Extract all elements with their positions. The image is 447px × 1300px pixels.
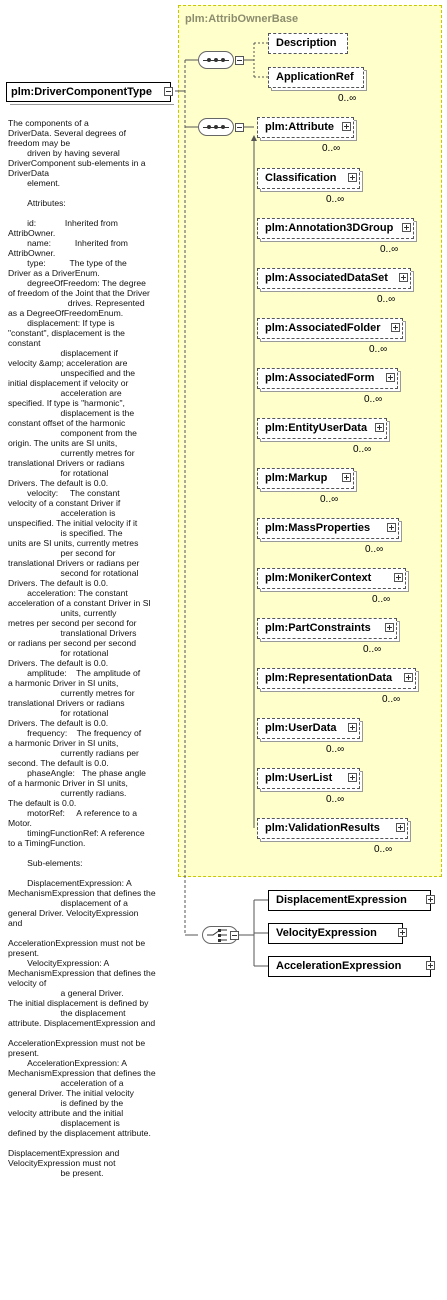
- element-label: plm:MassProperties: [265, 522, 371, 534]
- expand-icon[interactable]: [387, 523, 396, 532]
- cardinality: 0..∞: [353, 444, 372, 455]
- application-ref-element[interactable]: [268, 67, 364, 88]
- element-label: Classification: [265, 172, 337, 184]
- expand-icon[interactable]: [398, 928, 407, 937]
- driver-component-type-element[interactable]: plm:DriverComponentType: [6, 82, 171, 102]
- element-label: DisplacementExpression: [276, 894, 407, 906]
- description-element[interactable]: [268, 33, 348, 54]
- cardinality: 0..∞: [326, 794, 345, 805]
- expand-icon[interactable]: [342, 122, 351, 131]
- choice-element[interactable]: [268, 956, 431, 977]
- element-label: plm:AssociatedForm: [265, 372, 375, 384]
- element-label: plm:Attribute: [265, 121, 335, 133]
- expand-icon[interactable]: [394, 573, 403, 582]
- choice-element[interactable]: [268, 923, 403, 944]
- element-label: plm:Annotation3DGroup: [265, 222, 394, 234]
- collapse-icon[interactable]: [164, 87, 173, 96]
- element-label: plm:AssociatedFolder: [265, 322, 381, 334]
- cardinality: 0..∞: [326, 744, 345, 755]
- cardinality: 0..∞: [338, 93, 357, 104]
- expand-icon[interactable]: [399, 273, 408, 282]
- sub-element[interactable]: [257, 818, 408, 839]
- expand-icon[interactable]: [426, 961, 435, 970]
- cardinality: 0..∞: [369, 344, 388, 355]
- element-label: plm:ValidationResults: [265, 822, 380, 834]
- cardinality: 0..∞: [365, 544, 384, 555]
- sub-element[interactable]: [257, 318, 403, 339]
- element-label: VelocityExpression: [276, 927, 377, 939]
- choice-element[interactable]: [268, 890, 431, 911]
- cardinality: 0..∞: [322, 143, 341, 154]
- element-label: plm:Markup: [265, 472, 328, 484]
- collapse-icon[interactable]: [235, 56, 244, 65]
- element-label: ApplicationRef: [276, 71, 354, 83]
- sub-element[interactable]: [257, 768, 360, 789]
- expand-icon[interactable]: [342, 473, 351, 482]
- element-label: plm:AssociatedDataSet: [265, 272, 388, 284]
- expand-icon[interactable]: [375, 423, 384, 432]
- expand-icon[interactable]: [396, 823, 405, 832]
- sub-element[interactable]: [257, 268, 411, 289]
- sub-element[interactable]: [257, 368, 398, 389]
- collapse-icon[interactable]: [230, 931, 239, 940]
- sequence-compositor-attrib-owner: [198, 51, 234, 69]
- sub-element[interactable]: [257, 568, 406, 589]
- collapse-icon[interactable]: [235, 123, 244, 132]
- sub-element[interactable]: [257, 718, 360, 739]
- element-label: plm:PartConstraints: [265, 622, 371, 634]
- expand-icon[interactable]: [404, 673, 413, 682]
- cardinality: 0..∞: [364, 394, 383, 405]
- element-label: AccelerationExpression: [276, 960, 402, 972]
- attribute-element[interactable]: [257, 117, 354, 138]
- expand-icon[interactable]: [426, 895, 435, 904]
- cardinality: 0..∞: [320, 494, 339, 505]
- sub-element[interactable]: [257, 468, 354, 489]
- expand-icon[interactable]: [348, 173, 357, 182]
- cardinality: 0..∞: [326, 194, 345, 205]
- cardinality: 0..∞: [380, 244, 399, 255]
- expand-icon[interactable]: [391, 323, 400, 332]
- expand-icon[interactable]: [385, 623, 394, 632]
- sub-element[interactable]: [257, 618, 397, 639]
- element-label: plm:UserList: [265, 772, 333, 784]
- sub-element[interactable]: [257, 218, 414, 239]
- cardinality: 0..∞: [382, 694, 401, 705]
- element-label: plm:RepresentationData: [265, 672, 393, 684]
- sub-element[interactable]: [257, 668, 416, 689]
- element-label: plm:UserData: [265, 722, 337, 734]
- expand-icon[interactable]: [348, 773, 357, 782]
- cardinality: 0..∞: [377, 294, 396, 305]
- sub-element[interactable]: [257, 168, 360, 189]
- expand-icon[interactable]: [402, 223, 411, 232]
- cardinality: 0..∞: [363, 644, 382, 655]
- cardinality: 0..∞: [372, 594, 391, 605]
- sequence-compositor-attributes: [198, 118, 234, 136]
- element-label: plm:EntityUserData: [265, 422, 368, 434]
- cardinality: 0..∞: [374, 844, 393, 855]
- expand-icon[interactable]: [348, 723, 357, 732]
- documentation-text: The components of a DriverData. Several degrees of freedom may be driven by having several DriverComponent sub-elements in a DriverData element. Attributes: id: Inherited from AttribOwner. name: Inherited from AttribOwner. type: The type of the Driver as a DriverEnum. degreeOfFreedom: The degree of freedom of the Joint that the Driver drives. Represented as a DegreeOfFreedomEnum. displacement: If type is "constant", displacement is the constant displacement if velocity &amp; acceleration are unspecified and the initial displacement if velocity or acceleration are specified. If type is "harmonic", displacement is the constant offset of the harmonic component from the origin. The units are SI units, currently metres for translational Drivers or radians for rotational Drivers. The default is 0.0. velocity: The constant velocity of a constant Driver if acceleration is unspecified. The initial velocity if it is specified. The units are SI units, currently metres per second for translational Drivers or radians per second for rotational Drivers. The default is 0.0. acceleration: The constant acceleration of a constant Driver in SI units, currently metres per second per second for translational Drivers or radians per second per second for rotational Drivers. The default is 0.0. amplitude: The amplitude of a harmonic Driver in SI units, currently metres for translational Drivers or radians for rotational Drivers. The default is 0.0. frequency: The frequency of a harmonic Driver in SI units, currently radians per second. The default is 0.0. phaseAngle: The phase angle of a harmonic Driver in SI units, currently radians. The default is 0.0. motorRef: A reference to a Motor. timingFunctionRef: A reference to a TimingFunction. Sub-elements: DisplacementExpression: A MechanismExpression that defines the displacement of a general Driver. VelocityExpression and AccelerationExpression must not be present. VelocityExpression: A MechanismExpression that defines the velocity of a general Driver. The initial displacement is defined by the displacement attribute. DisplacementExpression and AccelerationExpression must not be present. AccelerationExpression: A MechanismExpression that defines the acceleration of a general Driver. The initial velocity is defined by the velocity attribute and the initial displacement is defined by the displacement attribute. DisplacementExpression and VelocityExpression must not be present.: [8, 118, 156, 1178]
- sub-element[interactable]: [257, 418, 387, 439]
- expand-icon[interactable]: [386, 373, 395, 382]
- group-title: plm:AttribOwnerBase: [185, 13, 299, 25]
- sub-element[interactable]: [257, 518, 399, 539]
- element-label: plm:MonikerContext: [265, 572, 372, 584]
- element-label: Description: [276, 37, 337, 49]
